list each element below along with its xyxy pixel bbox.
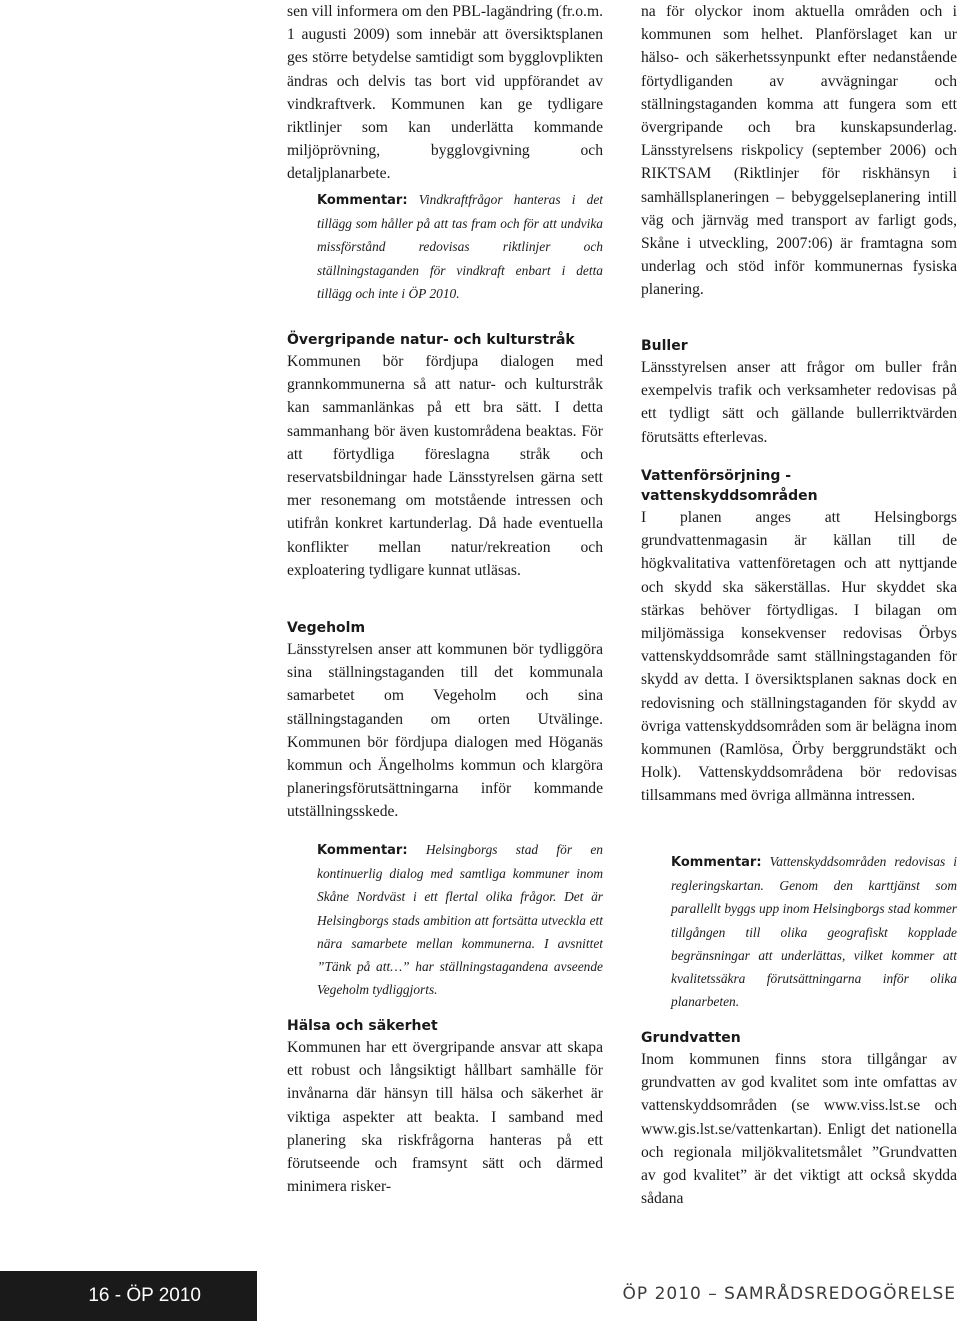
comment-label: Kommentar:	[317, 193, 408, 208]
paragraph: sen vill informera om den PBL-lagändring (fr.o.m. 1 augusti 2009) som innebär att översiktsplanen ges större betydelse samtidigt som bygglovplikten ändras och delvis tas bort vid uppförandet av vindkraftverk. Kommunen kan ge tydligare riktlinjer som kan underlätta kommande miljöprövning, bygglovgivning och detaljplanarbete.	[287, 3, 603, 183]
comment-vindkraft	[317, 188, 603, 305]
section-heading: Buller	[641, 338, 688, 354]
comment-box	[671, 850, 957, 1013]
section-heading: Grundvatten	[641, 1030, 741, 1046]
intro-paragraph	[287, 0, 603, 186]
section-heading: Hälsa och säkerhet	[287, 1018, 438, 1034]
paragraph: Länsstyrelsen anser att frågor om buller från exempelvis trafik och verksamheter redovisas på ett tydligt sätt och gällande bullerriktvärden förutsätts efterlevas.	[641, 359, 957, 446]
paragraph: Kommunen bör fördjupa dialogen med grannkommunerna så att natur- och kulturstråk kan sammanlänkas på ett bra sätt. I detta sammanhang bör även kustområdena beaktas. För att förtydliga föreslagna stråk och reservatsbildningar hade Länsstyrelsen gärna sett mer resonemang om motstående intressen och utifrån konkret kartunderlag. Då hade eventuella konflikter mellan natur/rekreation och exploatering tydligare kunnat utläsas.	[287, 353, 603, 579]
comment-box	[317, 188, 603, 305]
section-buller	[641, 336, 957, 449]
section-heading: Vattenförsörjning - vattenskyddsområden	[641, 468, 818, 504]
comment-text: Helsingborgs stad för en kontinuerlig dialog med samtliga kommuner inom Skåne Nordväst i ett flertal olika frågor. Det är Helsingborgs stads ambition att fortsätta utveckla ett nära samarbete mellan kommunerna. I avsnittet ”Tänk på att…” har ställningstagandena avseende Vegeholm tydliggjorts.	[317, 842, 603, 998]
footer-document-title: ÖP 2010 – SAMRÅDSREDOGÖRELSE	[622, 1284, 956, 1304]
section-grundvatten	[641, 1028, 957, 1210]
comment-text: Vattenskyddsområden redovisas i regleringskartan. Genom den karttjänst som parallellt byggs upp inom Helsingborgs stad kommer tillgången till olika geografiskt kopplade begränsningar att underlättas, vilket kommer att kvalitetssäkra förutsättningarna inför olika planarbeten.	[671, 854, 957, 1010]
paragraph: I planen anges att Helsingborgs grundvattenmagasin är källan till de högkvalitativa vattenföretagen och att nyttjande och skydd ska säkerställas. Hur skyddet ska stärkas behöver förtydligas. I bilagan om miljömässiga konsekvenser redovisas Örbys vattenskyddsområde samt ställningstaganden för skydd av detta. I översiktsplanen saknas dock en redovisning och ställningstaganden för skydd av övriga vattenskyddsområden som är belägna inom kommunen (Ramlösa, Örby berggrundstäkt och Holk). Vattenskyddsområdena bör redovisas tillsammans med övriga allmänna intressen.	[641, 509, 957, 805]
comment-vattenskydd	[671, 850, 957, 1013]
section-heading: Övergripande natur- och kulturstråk	[287, 332, 575, 348]
comment-label: Kommentar:	[317, 843, 408, 858]
paragraph: Inom kommunen finns stora tillgångar av grundvatten av god kvalitet som inte omfattas av vattenskyddsområden (se www.viss.lst.se och www.gis.lst.se/vattenkartan). Enligt det nationella och regionala miljökvalitetsmålet ”Grundvatten av god kvalitet” är det viktigt att också skydda sådana	[641, 1051, 957, 1208]
paragraph: Länsstyrelsen anser att kommunen bör tydliggöra sina ställningstaganden till det kommunala samarbetet om Vegeholm och sina ställningstaganden om orten Utvälinge. Kommunen bör fördjupa dialogen med Höganäs kommun och Ängelholms kommun och klargöra planeringsförutsättningarna inför kommande utställningsskede.	[287, 641, 603, 821]
section-natur	[287, 330, 603, 582]
page-number: 16 - ÖP 2010	[88, 1285, 201, 1306]
section-vegeholm	[287, 618, 603, 824]
paragraph: na för olyckor inom aktuella områden och i kommunen som helhet. Planförslaget kan ur hälso- och säkerhetssynpunkt efter nedanstående förtydliganden av avvägningar och ställningstaganden komma att fungera som ett övergripande och bra kunskapsunderlag. Länsstyrelsens riskpolicy (september 2006) och RIKTSAM (Riktlinjer för riskhänsyn i samhällsplaneringen – bebyggelseplanering intill väg och järnväg med transport av farligt gods, Skåne i utveckling, 2007:06) är framtagna som underlag och stöd inför kommunernas fysiska planering.	[641, 3, 957, 299]
footer-page-box	[0, 1271, 257, 1321]
section-halsa	[287, 1016, 603, 1198]
section-vatten	[641, 466, 957, 808]
comment-box	[317, 838, 603, 1001]
continued-paragraph	[641, 0, 957, 302]
comment-text: Vindkraftfrågor hanteras i det tillägg som håller på att tas fram och för att undvika missförstånd redovisas riktlinjer och ställningstaganden för vindkraft enbart i detta tillägg och inte i ÖP 2010.	[317, 192, 603, 301]
comment-vegeholm	[317, 838, 603, 1001]
section-heading: Vegeholm	[287, 620, 366, 636]
comment-label: Kommentar:	[671, 855, 762, 870]
paragraph: Kommunen har ett övergripande ansvar att skapa ett robust och långsiktigt hållbart samhälle för invånarna där hänsyn till hälsa och säkerhet är viktiga aspekter att beakta. I samband med planering ska riskfrågorna hanteras på ett förutseende och framsynt sätt och därmed minimera risker-	[287, 1039, 603, 1196]
